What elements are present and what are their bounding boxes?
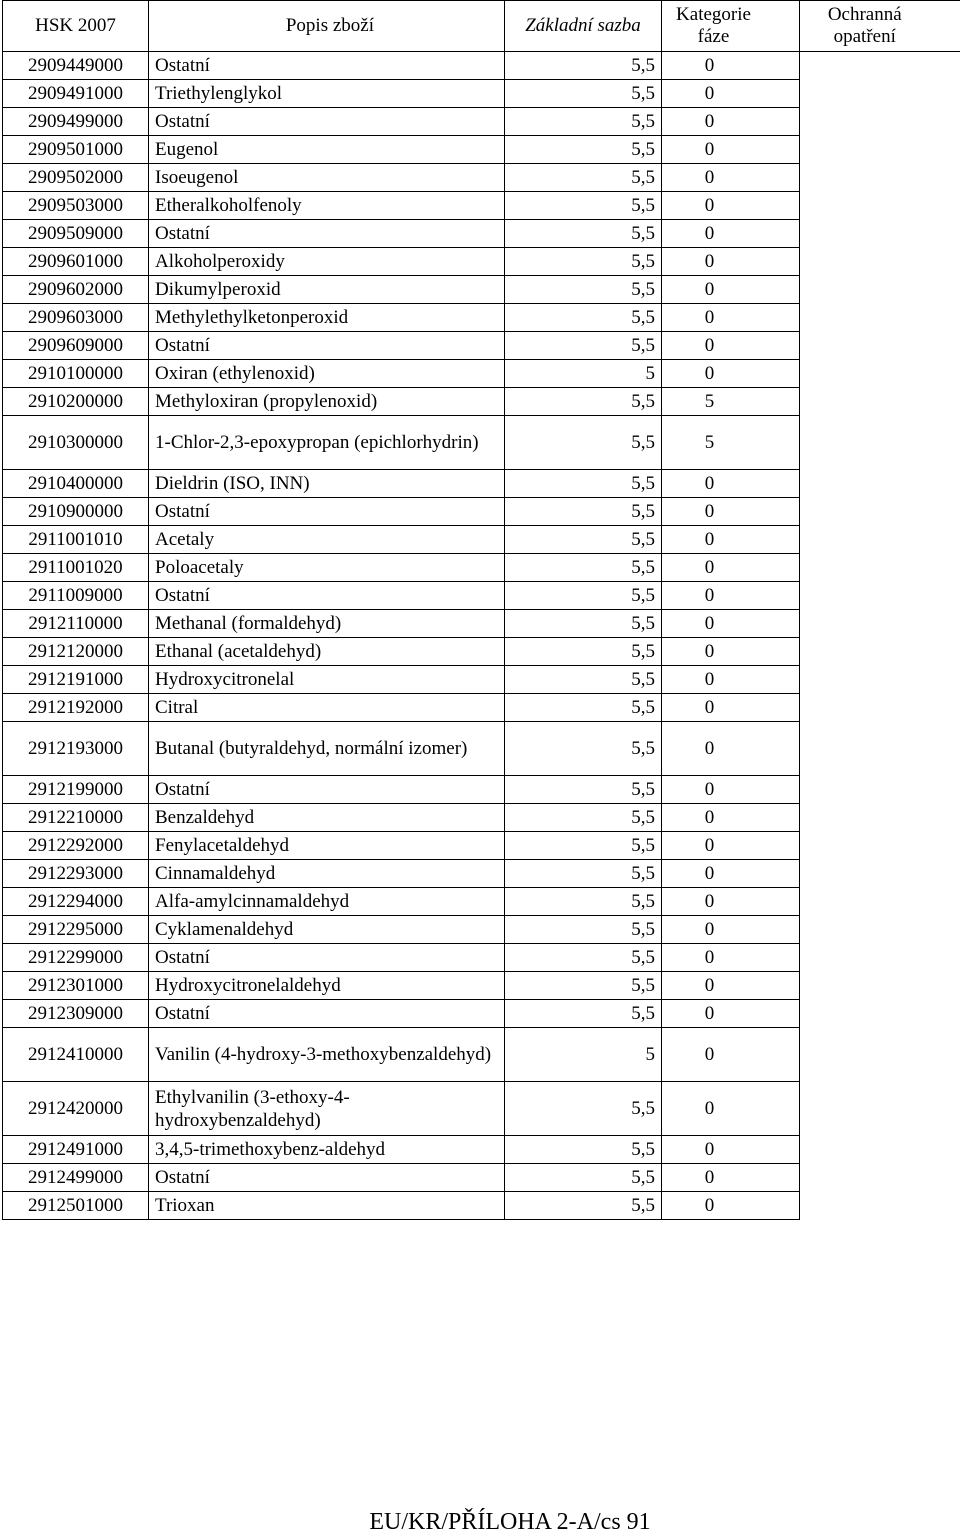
- table-row: [3, 832, 960, 860]
- category-cell: 0: [662, 1136, 800, 1164]
- table-row: [3, 666, 960, 694]
- rate-cell: 5,5: [505, 1000, 662, 1028]
- table-row: [3, 1082, 960, 1136]
- category-cell: 0: [662, 776, 800, 804]
- rate-cell: 5,5: [505, 860, 662, 888]
- code-cell: 2912309000: [3, 1000, 149, 1028]
- safeguard-cell: [800, 916, 960, 944]
- category-cell: 0: [662, 164, 800, 192]
- rate-cell: 5,5: [505, 1192, 662, 1220]
- category-cell: 0: [662, 360, 800, 388]
- safeguard-cell: [800, 416, 960, 470]
- safeguard-cell: [800, 220, 960, 248]
- rate-cell: 5: [505, 1028, 662, 1082]
- rate-cell: 5,5: [505, 694, 662, 722]
- table-row: [3, 220, 960, 248]
- page-footer: EU/KR/PŘÍLOHA 2-A/cs 91: [369, 1509, 651, 1535]
- category-cell: 0: [662, 80, 800, 108]
- code-cell: 2912191000: [3, 666, 149, 694]
- rate-cell: 5,5: [505, 554, 662, 582]
- category-cell: 0: [662, 554, 800, 582]
- description-cell: Methyloxiran (propylenoxid): [149, 388, 505, 416]
- code-cell: 2909499000: [3, 108, 149, 136]
- category-cell: 5: [662, 388, 800, 416]
- table-row: [3, 860, 960, 888]
- code-cell: 2911001010: [3, 526, 149, 554]
- header-base-rate: Základní sazba: [505, 1, 662, 52]
- rate-cell: 5,5: [505, 776, 662, 804]
- code-cell: 2912491000: [3, 1136, 149, 1164]
- description-cell: Ostatní: [149, 944, 505, 972]
- table-row: [3, 80, 960, 108]
- description-cell: Ethylvanilin (3-ethoxy-4-hydroxybenzaldehyd): [149, 1082, 505, 1136]
- category-cell: 0: [662, 610, 800, 638]
- rate-cell: 5,5: [505, 136, 662, 164]
- code-cell: 2912192000: [3, 694, 149, 722]
- category-cell: 0: [662, 304, 800, 332]
- category-cell: 0: [662, 888, 800, 916]
- rate-cell: 5,5: [505, 248, 662, 276]
- description-cell: Ostatní: [149, 108, 505, 136]
- description-cell: Alkoholperoxidy: [149, 248, 505, 276]
- table-row: [3, 972, 960, 1000]
- code-cell: 2912295000: [3, 916, 149, 944]
- code-cell: 2909603000: [3, 304, 149, 332]
- description-cell: Ostatní: [149, 582, 505, 610]
- header-staging-category: Kategorie fáze: [662, 1, 800, 52]
- header-safeguard: Ochranná opatření: [800, 1, 960, 52]
- code-cell: 2912110000: [3, 610, 149, 638]
- code-cell: 2909502000: [3, 164, 149, 192]
- table-row: [3, 944, 960, 972]
- description-cell: Eugenol: [149, 136, 505, 164]
- category-cell: 0: [662, 1000, 800, 1028]
- category-cell: 0: [662, 136, 800, 164]
- code-cell: 2912193000: [3, 722, 149, 776]
- code-cell: 2910100000: [3, 360, 149, 388]
- table-row: [3, 554, 960, 582]
- safeguard-cell: [800, 470, 960, 498]
- code-cell: 2912294000: [3, 888, 149, 916]
- category-cell: 0: [662, 526, 800, 554]
- safeguard-cell: [800, 332, 960, 360]
- table-row: [3, 804, 960, 832]
- description-cell: Oxiran (ethylenoxid): [149, 360, 505, 388]
- description-cell: Triethylenglykol: [149, 80, 505, 108]
- description-cell: Cyklamenaldehyd: [149, 916, 505, 944]
- rate-cell: 5,5: [505, 1164, 662, 1192]
- table-row: [3, 136, 960, 164]
- rate-cell: 5,5: [505, 916, 662, 944]
- category-cell: 0: [662, 804, 800, 832]
- rate-cell: 5,5: [505, 582, 662, 610]
- category-cell: 0: [662, 722, 800, 776]
- safeguard-cell: [800, 388, 960, 416]
- description-cell: Butanal (butyraldehyd, normální izomer): [149, 722, 505, 776]
- category-cell: 0: [662, 944, 800, 972]
- safeguard-cell: [800, 1028, 960, 1082]
- header-description: Popis zboží: [149, 1, 505, 52]
- rate-cell: 5,5: [505, 498, 662, 526]
- description-cell: Etheralkoholfenoly: [149, 192, 505, 220]
- table-row: [3, 332, 960, 360]
- safeguard-cell: [800, 136, 960, 164]
- safeguard-cell: [800, 1082, 960, 1136]
- code-cell: 2909503000: [3, 192, 149, 220]
- code-cell: 2912299000: [3, 944, 149, 972]
- description-cell: 1-Chlor-2,3-epoxypropan (epichlorhydrin): [149, 416, 505, 470]
- safeguard-cell: [800, 610, 960, 638]
- category-cell: 0: [662, 1164, 800, 1192]
- category-cell: 0: [662, 916, 800, 944]
- category-cell: 0: [662, 1028, 800, 1082]
- table-row: [3, 192, 960, 220]
- rate-cell: 5,5: [505, 944, 662, 972]
- safeguard-cell: [800, 694, 960, 722]
- table-row: [3, 1164, 960, 1192]
- code-cell: 2912210000: [3, 804, 149, 832]
- table-row: [3, 1136, 960, 1164]
- safeguard-cell: [800, 526, 960, 554]
- rate-cell: 5,5: [505, 610, 662, 638]
- code-cell: 2909501000: [3, 136, 149, 164]
- table-row: [3, 52, 960, 80]
- description-cell: Alfa-amylcinnamaldehyd: [149, 888, 505, 916]
- safeguard-cell: [800, 860, 960, 888]
- safeguard-cell: [800, 80, 960, 108]
- description-cell: Fenylacetaldehyd: [149, 832, 505, 860]
- description-cell: Hydroxycitronelaldehyd: [149, 972, 505, 1000]
- safeguard-cell: [800, 832, 960, 860]
- category-cell: 0: [662, 1082, 800, 1136]
- category-cell: 0: [662, 972, 800, 1000]
- code-cell: 2912199000: [3, 776, 149, 804]
- table-row: [3, 276, 960, 304]
- description-cell: Methylethylketonperoxid: [149, 304, 505, 332]
- safeguard-cell: [800, 776, 960, 804]
- table-row: [3, 164, 960, 192]
- header-code: HSK 2007: [3, 1, 149, 52]
- safeguard-cell: [800, 638, 960, 666]
- description-cell: Ostatní: [149, 332, 505, 360]
- category-cell: 0: [662, 332, 800, 360]
- code-cell: 2912292000: [3, 832, 149, 860]
- table-row: [3, 722, 960, 776]
- description-cell: Isoeugenol: [149, 164, 505, 192]
- description-cell: Dikumylperoxid: [149, 276, 505, 304]
- code-cell: 2909491000: [3, 80, 149, 108]
- category-cell: 0: [662, 248, 800, 276]
- code-cell: 2912293000: [3, 860, 149, 888]
- category-cell: 5: [662, 416, 800, 470]
- code-cell: 2912499000: [3, 1164, 149, 1192]
- code-cell: 2911001020: [3, 554, 149, 582]
- rate-cell: 5,5: [505, 1136, 662, 1164]
- rate-cell: 5,5: [505, 666, 662, 694]
- category-cell: 0: [662, 582, 800, 610]
- description-cell: Ostatní: [149, 1000, 505, 1028]
- safeguard-cell: [800, 944, 960, 972]
- table-body: [3, 52, 960, 1220]
- rate-cell: 5,5: [505, 1082, 662, 1136]
- safeguard-cell: [800, 52, 960, 80]
- safeguard-cell: [800, 164, 960, 192]
- category-cell: 0: [662, 470, 800, 498]
- category-cell: 0: [662, 638, 800, 666]
- rate-cell: 5,5: [505, 388, 662, 416]
- description-cell: Hydroxycitronelal: [149, 666, 505, 694]
- code-cell: 2912301000: [3, 972, 149, 1000]
- category-cell: 0: [662, 832, 800, 860]
- safeguard-cell: [800, 582, 960, 610]
- category-cell: 0: [662, 666, 800, 694]
- description-cell: Ostatní: [149, 52, 505, 80]
- category-cell: 0: [662, 694, 800, 722]
- code-cell: 2910900000: [3, 498, 149, 526]
- rate-cell: 5,5: [505, 832, 662, 860]
- description-cell: Trioxan: [149, 1192, 505, 1220]
- rate-cell: 5: [505, 360, 662, 388]
- table-row: [3, 108, 960, 136]
- rate-cell: 5,5: [505, 276, 662, 304]
- table-row: [3, 304, 960, 332]
- code-cell: 2909602000: [3, 276, 149, 304]
- description-cell: Acetaly: [149, 526, 505, 554]
- rate-cell: 5,5: [505, 80, 662, 108]
- description-cell: Ostatní: [149, 220, 505, 248]
- safeguard-cell: [800, 108, 960, 136]
- safeguard-cell: [800, 554, 960, 582]
- category-cell: 0: [662, 860, 800, 888]
- rate-cell: 5,5: [505, 164, 662, 192]
- safeguard-cell: [800, 972, 960, 1000]
- code-cell: 2912410000: [3, 1028, 149, 1082]
- rate-cell: 5,5: [505, 304, 662, 332]
- rate-cell: 5,5: [505, 220, 662, 248]
- category-cell: 0: [662, 220, 800, 248]
- rate-cell: 5,5: [505, 416, 662, 470]
- table-row: [3, 470, 960, 498]
- safeguard-cell: [800, 1136, 960, 1164]
- table-row: [3, 694, 960, 722]
- description-cell: Benzaldehyd: [149, 804, 505, 832]
- table-row: [3, 888, 960, 916]
- rate-cell: 5,5: [505, 526, 662, 554]
- rate-cell: 5,5: [505, 638, 662, 666]
- table-row: [3, 416, 960, 470]
- safeguard-cell: [800, 192, 960, 220]
- description-cell: Methanal (formaldehyd): [149, 610, 505, 638]
- table-row: [3, 1192, 960, 1220]
- safeguard-cell: [800, 1192, 960, 1220]
- category-cell: 0: [662, 192, 800, 220]
- safeguard-cell: [800, 804, 960, 832]
- rate-cell: 5,5: [505, 722, 662, 776]
- table-row: [3, 916, 960, 944]
- table-row: [3, 610, 960, 638]
- safeguard-cell: [800, 666, 960, 694]
- safeguard-cell: [800, 888, 960, 916]
- category-cell: 0: [662, 108, 800, 136]
- description-cell: Citral: [149, 694, 505, 722]
- category-cell: 0: [662, 276, 800, 304]
- rate-cell: 5,5: [505, 470, 662, 498]
- description-cell: Cinnamaldehyd: [149, 860, 505, 888]
- table-row: [3, 248, 960, 276]
- safeguard-cell: [800, 276, 960, 304]
- safeguard-cell: [800, 1164, 960, 1192]
- table-row: [3, 526, 960, 554]
- description-cell: 3,4,5-trimethoxybenz-aldehyd: [149, 1136, 505, 1164]
- table-row: [3, 776, 960, 804]
- code-cell: 2909601000: [3, 248, 149, 276]
- table-row: [3, 388, 960, 416]
- description-cell: Ostatní: [149, 776, 505, 804]
- description-cell: Dieldrin (ISO, INN): [149, 470, 505, 498]
- table-row: [3, 498, 960, 526]
- code-cell: 2912501000: [3, 1192, 149, 1220]
- header-row: [3, 1, 960, 52]
- code-cell: 2910400000: [3, 470, 149, 498]
- rate-cell: 5,5: [505, 888, 662, 916]
- description-cell: Ostatní: [149, 498, 505, 526]
- safeguard-cell: [800, 248, 960, 276]
- code-cell: 2909609000: [3, 332, 149, 360]
- code-cell: 2909509000: [3, 220, 149, 248]
- safeguard-cell: [800, 360, 960, 388]
- description-cell: Ostatní: [149, 1164, 505, 1192]
- table-row: [3, 638, 960, 666]
- table-row: [3, 1000, 960, 1028]
- rate-cell: 5,5: [505, 192, 662, 220]
- safeguard-cell: [800, 1000, 960, 1028]
- code-cell: 2909449000: [3, 52, 149, 80]
- rate-cell: 5,5: [505, 804, 662, 832]
- code-cell: 2912120000: [3, 638, 149, 666]
- table-row: [3, 1028, 960, 1082]
- rate-cell: 5,5: [505, 52, 662, 80]
- category-cell: 0: [662, 52, 800, 80]
- rate-cell: 5,5: [505, 332, 662, 360]
- description-cell: Vanilin (4-hydroxy-3-methoxybenzaldehyd): [149, 1028, 505, 1082]
- category-cell: 0: [662, 1192, 800, 1220]
- code-cell: 2911009000: [3, 582, 149, 610]
- table-row: [3, 360, 960, 388]
- rate-cell: 5,5: [505, 972, 662, 1000]
- table-row: [3, 582, 960, 610]
- rate-cell: 5,5: [505, 108, 662, 136]
- safeguard-cell: [800, 498, 960, 526]
- code-cell: 2910300000: [3, 416, 149, 470]
- description-cell: Poloacetaly: [149, 554, 505, 582]
- safeguard-cell: [800, 722, 960, 776]
- description-cell: Ethanal (acetaldehyd): [149, 638, 505, 666]
- code-cell: 2912420000: [3, 1082, 149, 1136]
- category-cell: 0: [662, 498, 800, 526]
- safeguard-cell: [800, 304, 960, 332]
- tariff-table: [2, 0, 960, 1220]
- code-cell: 2910200000: [3, 388, 149, 416]
